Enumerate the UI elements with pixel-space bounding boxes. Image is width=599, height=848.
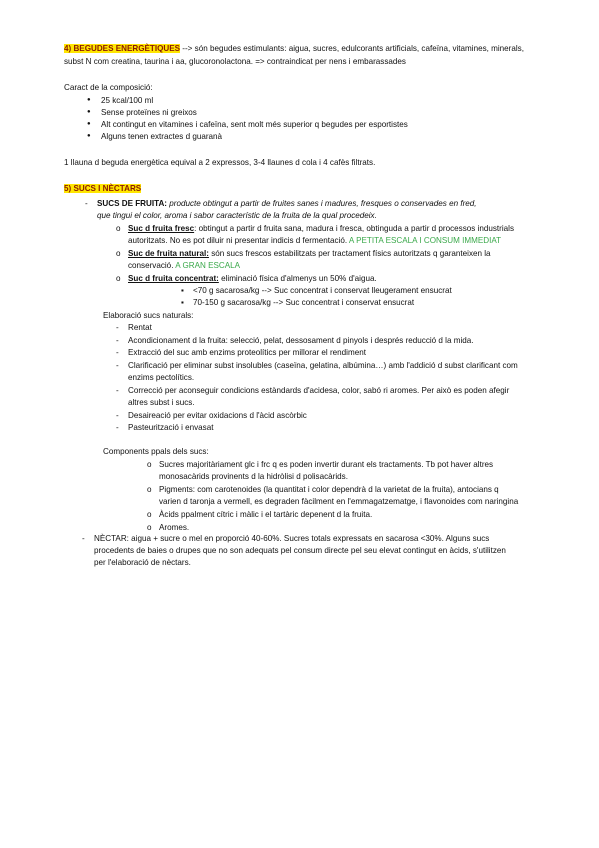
- natural-text-2: conservació.: [128, 261, 174, 270]
- section-5-heading-line: [64, 183, 141, 195]
- natural-scale-note: A GRAN ESCALA: [173, 261, 241, 270]
- component-item: o Àcids ppalment cítric i màlic i el tartàric depenent d la fruita.: [159, 509, 372, 521]
- sucs-definition: producte obtingut a partir de fruites sanes i madures, fresques o conservades en fred,: [167, 199, 477, 208]
- fresc-line-2: [128, 235, 501, 247]
- component-item: o Aromes.: [159, 522, 189, 534]
- section-5-heading: 5) SUCS I NÈCTARS: [64, 184, 142, 193]
- concentrat-item: ▪ <70 g sacarosa/kg --> Suc concentrat i conservat lleugerament ensucrat: [193, 285, 452, 297]
- nectar-line: per l'elaboració de nèctars.: [94, 558, 191, 567]
- elaboration-step: - Rentat: [128, 322, 152, 334]
- concentrat-line: [128, 273, 377, 285]
- equivalence-note: 1 llauna d beguda energètica equival a 2 expressos, 3-4 llaunes d cola i 4 cafès filtrats.: [64, 158, 376, 167]
- concentrat-item: ▪ 70-150 g sacarosa/kg --> Suc concentrat i conservat ensucrat: [193, 297, 414, 309]
- nectar-line: procedents de baies o drupes que no son adequats pel consum directe pel seu elevat contingut en àcids, s'utilitzen: [94, 546, 506, 555]
- elaboration-step: - Correcció per aconseguir condicions estàndards d'acidesa, color, sabó ri aromes. Per això es poden afegir: [128, 385, 509, 397]
- component-item-cont: varien d taronja a vermell, es degraden fàcilment en l'emmagatzematge, i flavonoides com naringina: [159, 497, 519, 506]
- sucs-definition-line-1: [97, 198, 477, 210]
- elaboration-step-cont: enzims pectolítics.: [128, 373, 195, 382]
- component-item: o Sucres majoritàriament glc i frc q es poden invertir durant els tractaments. Tb pot haver altres: [159, 459, 493, 471]
- elaboration-step: - Extracció del suc amb enzims proteolítics per millorar el rendiment: [128, 347, 366, 359]
- composition-item: ● Alt contingut en vitamines i cafeïna, sent molt més superior q begudes per esportistes: [101, 119, 408, 131]
- fresc-text-2: autoritzats. No es pot diluir ni presentar indicis d fermentació.: [128, 236, 348, 245]
- composition-title: Caract de la composició:: [64, 83, 153, 92]
- concentrat-text: eliminació física d'almenys un 50% d'aigua.: [218, 274, 377, 283]
- elaboration-step: - Clarificació per eliminar subst insolubles (caseïna, gelatina, albúmina…) amb l'addició d subst clarificant com: [128, 360, 518, 372]
- fresc-text: : obtingut a partir d fruita sana, madura i fresca, obtinguda a partir d processos industrials: [194, 224, 514, 233]
- natural-line-2: [128, 260, 240, 272]
- section-4-line-2: subst N com creatina, taurina i aa, glucoronolactona. => contraindicat per nens i embarassades: [64, 57, 406, 66]
- composition-item: ● Sense proteïnes ni greixos: [101, 107, 197, 119]
- elaboration-step: - Pasteurització i envasat: [128, 422, 213, 434]
- fresc-label: Suc d fruita fresc: [128, 224, 195, 233]
- sucs-label: SUCS DE FRUITA:: [97, 199, 167, 208]
- section-4-intro-text: --> són begudes estimulants: aigua, sucres, edulcorants artificials, cafeïna, vitamines, minerals,: [180, 44, 524, 53]
- component-item-cont: monosacàrids provinents d la hidròlisi d polisacàrids.: [159, 472, 348, 481]
- components-title: Components ppals dels sucs:: [103, 447, 209, 456]
- fresc-scale-note: A PETITA ESCALA I CONSUM IMMEDIAT: [347, 236, 502, 245]
- sucs-definition-line-2: que tingui el color, aroma i sabor característic de la fruita de la qual procedeix.: [97, 211, 377, 220]
- natural-text: són sucs frescos estabilitzats per tractament físics autoritzats q garanteixen la: [208, 249, 491, 258]
- section-4-heading: 4) BEGUDES ENERGÈTIQUES: [64, 44, 181, 53]
- composition-item: ● Alguns tenen extractes d guaranà: [101, 131, 222, 143]
- elaboration-step-cont: altres subst i sucs.: [128, 398, 195, 407]
- elaboration-title: Elaboració sucs naturals:: [103, 311, 194, 320]
- concentrat-label: Suc d fruita concentrat:: [128, 274, 219, 283]
- natural-line-1: [128, 248, 491, 260]
- nectar-line: - NÈCTAR: aigua + sucre o mel en proporció 40-60%. Sucres totals expressats en sacarosa <30%. Alguns sucs: [94, 533, 489, 545]
- natural-label: Suc de fruita natural:: [128, 249, 209, 258]
- composition-item: ● 25 kcal/100 ml: [101, 95, 153, 107]
- elaboration-step: - Acondicionament d la fruita: selecció, pelat, dessosament d pinyols i després reducció d la mida.: [128, 335, 474, 347]
- component-item: o Pigments: com carotenoides (la quantitat i color dependrà d la varietat de la fruita), antocians q: [159, 484, 499, 496]
- section-4-line-1: [64, 43, 524, 55]
- elaboration-step: - Desaireació per evitar oxidacions d l'àcid ascòrbic: [128, 410, 307, 422]
- fresc-line-1: [128, 223, 514, 235]
